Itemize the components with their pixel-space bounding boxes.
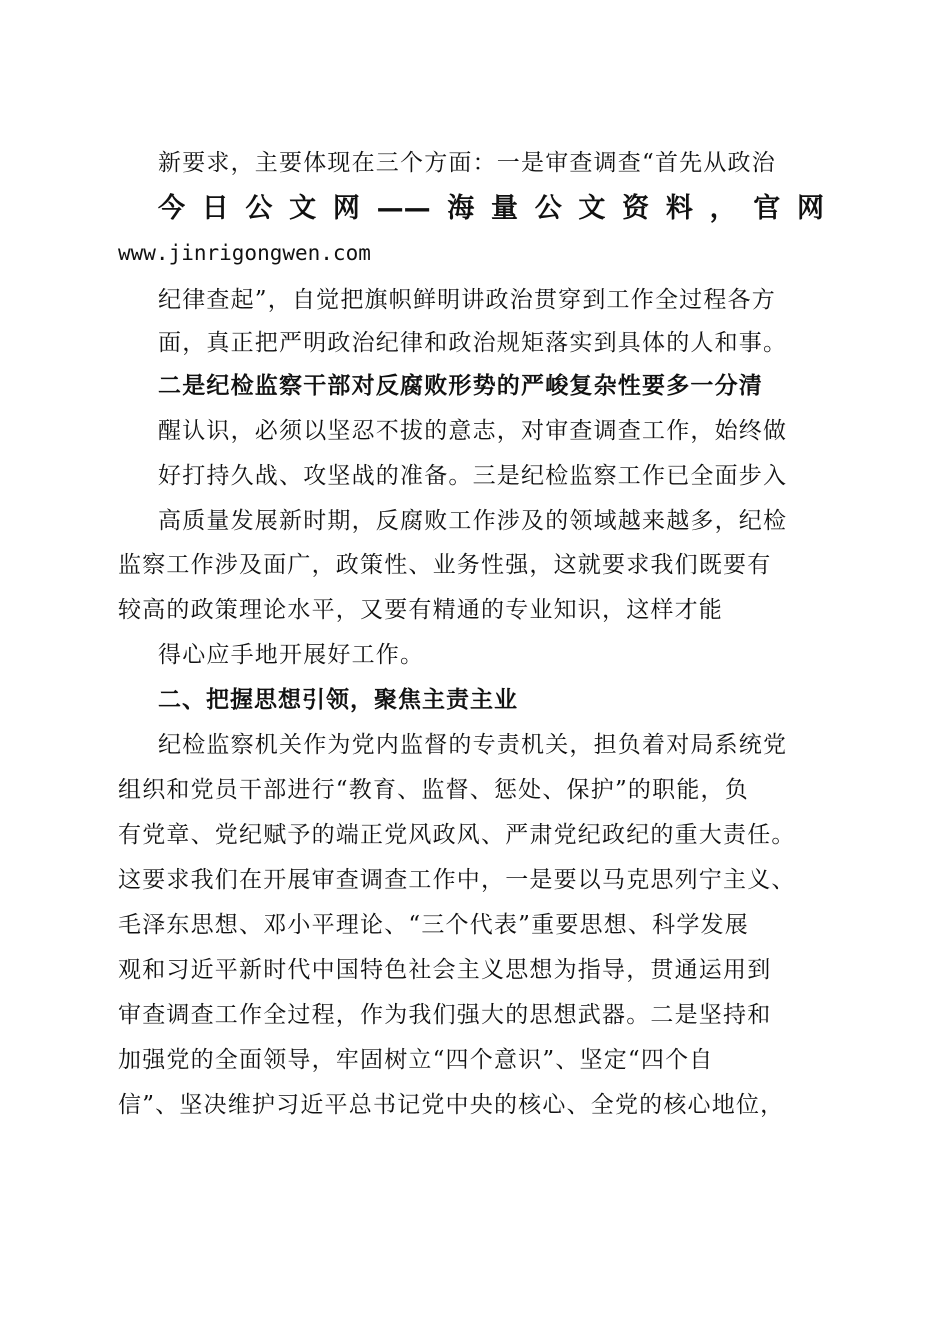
body-line-17: 审查调查工作全过程，作为我们强大的思想武器。二是坚持和	[118, 1002, 772, 1028]
body-line-15: 毛泽东思想、邓小平理论、“三个代表”重要思想、科学发展	[118, 912, 749, 938]
section-heading: 二、把握思想引领，聚焦主责主业	[158, 687, 518, 713]
body-line-9: 较高的政策理论水平，又要有精通的专业知识，这样才能	[118, 597, 723, 623]
body-line-3: 面，真正把严明政治纪律和政治规矩落实到具体的人和事。	[158, 330, 788, 356]
body-line-12: 组织和党员干部进行“教育、监督、惩处、保护”的职能，负	[118, 777, 749, 803]
body-line-8: 监察工作涉及面广，政策性、业务性强，这就要求我们既要有	[118, 552, 772, 578]
body-line-14: 这要求我们在开展审查调查工作中，一是要以马克思列宁主义、	[118, 867, 796, 893]
body-line-1: 新要求，主要体现在三个方面：一是审查调查“首先从政治	[158, 150, 776, 176]
body-line-18: 加强党的全面领导，牢固树立“四个意识”、坚定“四个自	[118, 1047, 714, 1073]
body-line-2: 纪律查起”，自觉把旗帜鲜明讲政治贯穿到工作全过程各方	[158, 287, 776, 313]
body-line-16: 观和习近平新时代中国特色社会主义思想为指导，贯通运用到	[118, 957, 772, 983]
body-line-4: 二是纪检监察干部对反腐败形势的严峻复杂性要多一分清	[158, 372, 763, 399]
body-line-6: 好打持久战、攻坚战的准备。三是纪检监察工作已全面步入	[158, 463, 788, 489]
watermark-url: www.jinrigongwen.com	[118, 241, 371, 265]
body-line-7: 高质量发展新时期，反腐败工作涉及的领域越来越多，纪检	[158, 508, 788, 534]
body-line-5: 醒认识，必须以坚忍不拔的意志，对审查调查工作，始终做	[158, 418, 788, 444]
body-line-13: 有党章、党纪赋予的端正党风政风、严肃党纪政纪的重大责任。	[118, 822, 796, 848]
body-line-10: 得心应手地开展好工作。	[158, 642, 425, 668]
body-line-11: 纪检监察机关作为党内监督的专责机关，担负着对局系统党	[158, 732, 788, 758]
watermark-banner: 今日公文网——海量公文资料，官网	[158, 193, 824, 224]
body-line-19: 信”、坚决维护习近平总书记党中央的核心、全党的核心地位，	[118, 1092, 785, 1118]
